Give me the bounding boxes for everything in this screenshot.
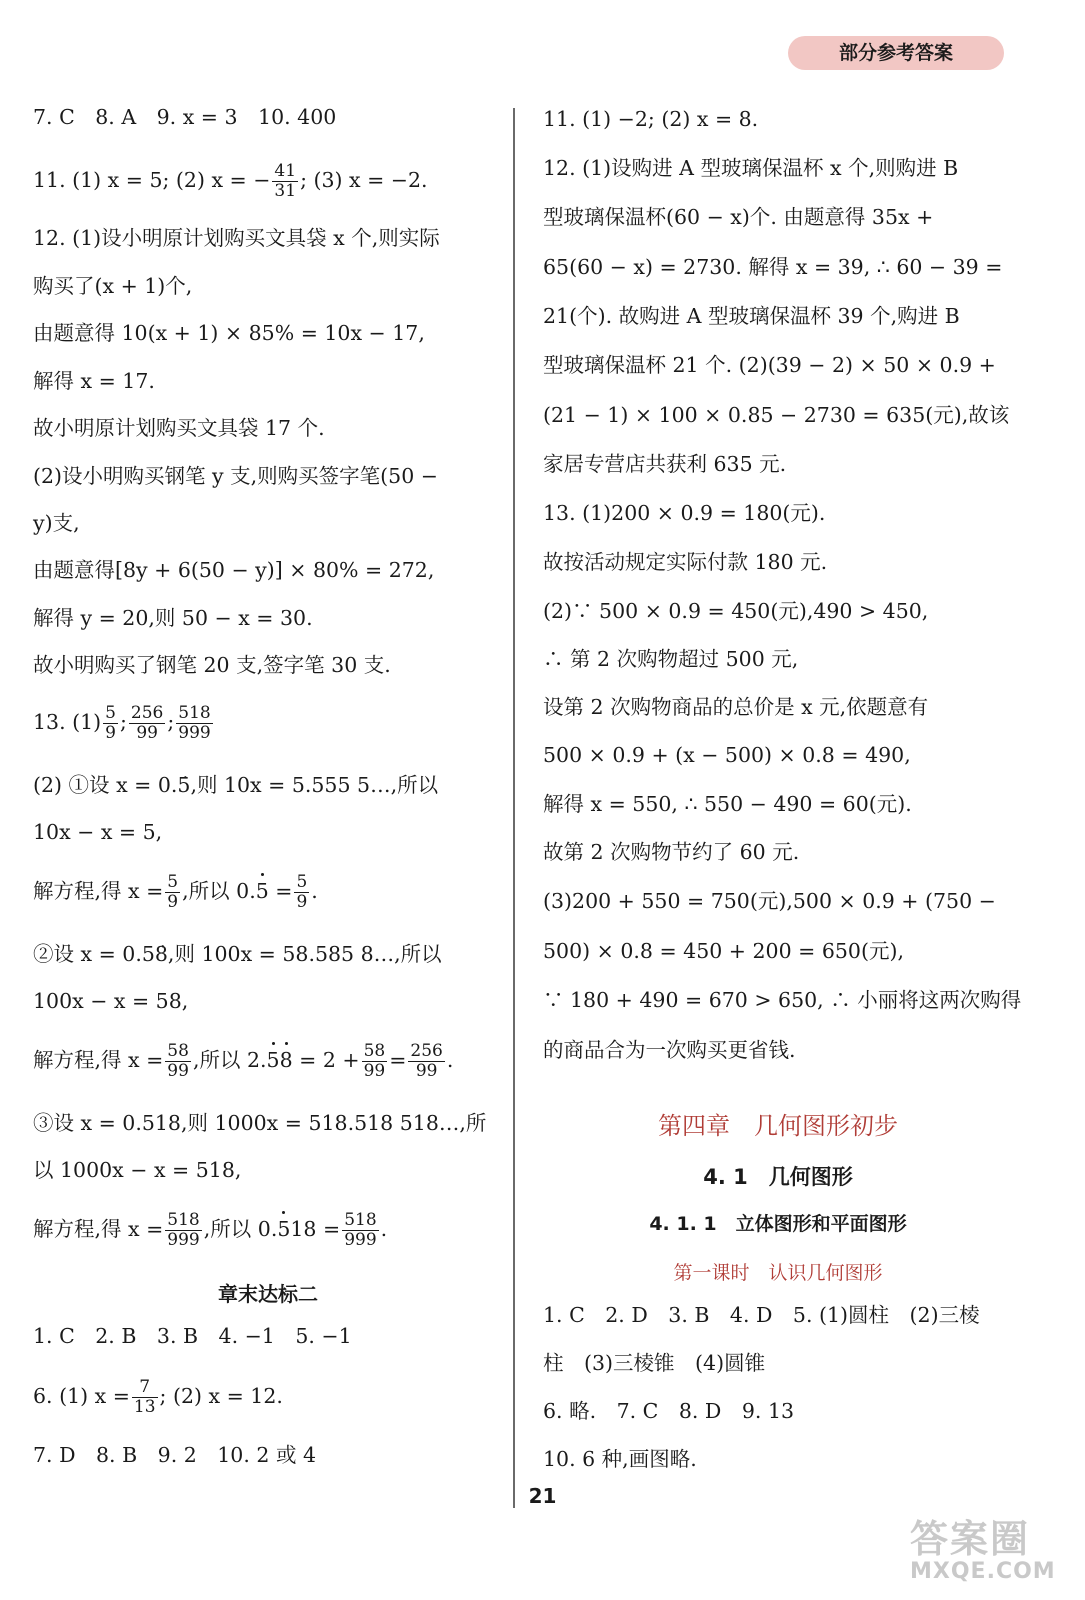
fraction: $\frac{5}{9}$	[296, 872, 308, 912]
column-divider	[513, 108, 515, 1508]
answer-line: 解得 x = 550, ∴ 550 − 490 = 60(元).	[543, 792, 912, 816]
answer-line: (2) ①设 x = 0.5̇,则 10x = 5.555 5…,所以	[33, 773, 439, 797]
fraction: $\frac{5}{9}$	[167, 872, 179, 912]
answer-line: 解方程,得 x = $\frac{5}{9}$ ,所以 0.5 = $\frac{5}{9}$ .	[33, 872, 318, 912]
answer-line: 故按活动规定实际付款 180 元.	[543, 550, 828, 574]
section-badge: 部分参考答案	[788, 36, 1004, 70]
answer-line: 6. (1) x = $\frac{7}{13}$ ; (2) x = 12.	[33, 1377, 283, 1417]
answer-line: ∵ 180 + 490 = 670 > 650, ∴ 小丽将这两次购得	[543, 988, 1022, 1012]
answer-line: 7. C 8. A 9. x = 3 10. 400	[33, 105, 337, 129]
answer-line: ③设 x = 0.518,则 1000x = 518.518 518…,所	[33, 1111, 487, 1135]
section-heading: 章末达标二	[218, 1282, 318, 1306]
answer-line: 12. (1)设小明原计划购买文具袋 x 个,则实际	[33, 226, 440, 250]
answer-line: 7. D 8. B 9. 2 10. 2 或 4	[33, 1443, 317, 1467]
answer-line: 500) × 0.8 = 450 + 200 = 650(元),	[543, 939, 904, 963]
fraction: $\frac{518}{999}$	[178, 703, 211, 743]
fraction: $\frac{256}{99}$	[410, 1041, 443, 1081]
answer-line: 故第 2 次购物节约了 60 元.	[543, 840, 800, 864]
answer-line: 11. (1) −2; (2) x = 8.	[543, 107, 759, 131]
answer-line: 家居专营店共获利 635 元.	[543, 452, 787, 476]
answer-line: 解方程,得 x = $\frac{58}{99}$ ,所以 2.58 = 2 + $\frac{58}{99}$ = $\frac{256}{99}$ .	[33, 1041, 454, 1081]
answer-line: (3)200 + 550 = 750(元),500 × 0.9 + (750 −	[543, 889, 996, 913]
answer-line: 13. (1) $\frac{5}{9}$ ; $\frac{256}{99}$ ; $\frac{518}{999}$	[33, 703, 211, 743]
fraction: $\frac{58}{99}$	[363, 1041, 386, 1081]
answer-line: 65(60 − x) = 2730. 解得 x = 39, ∴ 60 − 39 =	[543, 255, 1003, 279]
answer-line: y)支,	[33, 511, 80, 535]
answer-line: 型玻璃保温杯 21 个. (2)(39 − 2) × 50 × 0.9 +	[543, 353, 996, 377]
answer-line: 500 × 0.9 + (x − 500) × 0.8 = 490,	[543, 743, 911, 767]
fraction: $\frac{5}{9}$	[105, 703, 116, 743]
answer-line: (2)设小明购买钢笔 y 支,则购买签字笔(50 −	[33, 464, 438, 488]
answer-line: 1. C 2. D 3. B 4. D 5. (1)圆柱 (2)三棱	[543, 1303, 980, 1327]
answer-line: ②设 x = 0.58̇,则 100x = 58.585 8…,所以	[33, 942, 442, 966]
lesson-title: 第一课时 认识几何图形	[673, 1262, 883, 1284]
answer-line: 由题意得[8y + 6(50 − y)] × 80% = 272,	[33, 558, 435, 582]
answer-line: 6. 略. 7. C 8. D 9. 13	[543, 1399, 795, 1423]
fraction: $\frac{41}{31}$	[274, 161, 297, 201]
answer-line: 以 1000x − x = 518,	[33, 1158, 242, 1182]
answer-line: 12. (1)设购进 A 型玻璃保温杯 x 个,则购进 B	[543, 156, 959, 180]
page-number: 21	[528, 1484, 557, 1508]
answer-line: 柱 (3)三棱锥 (4)圆锥	[543, 1351, 766, 1375]
answer-line: 100x − x = 58,	[33, 989, 189, 1013]
watermark-logo: 答案圈 MXQE.COM	[910, 1517, 1056, 1584]
subsection-title: 4. 1. 1 立体图形和平面图形	[649, 1213, 907, 1235]
chapter-title: 第四章 几何图形初步	[658, 1112, 898, 1140]
answer-line: 设第 2 次购物商品的总价是 x 元,依题意有	[543, 695, 929, 719]
answer-line: 11. (1) x = 5; (2) x = − $\frac{41}{31}$ ; (3) x = −2.	[33, 161, 428, 201]
fraction: $\frac{7}{13}$	[133, 1377, 156, 1417]
answer-line: 解得 x = 17.	[33, 369, 155, 393]
answer-line: 由题意得 10(x + 1) × 85% = 10x − 17,	[33, 321, 425, 345]
answer-line: 解方程,得 x = $\frac{518}{999}$ ,所以 0.518 = $\frac{518}{999}$ .	[33, 1210, 388, 1250]
fraction: $\frac{256}{99}$	[130, 703, 164, 743]
section-title: 4. 1 几何图形	[703, 1165, 853, 1189]
answer-line: 的商品合为一次购买更省钱.	[543, 1038, 796, 1062]
answer-line: 13. (1)200 × 0.9 = 180(元).	[543, 501, 826, 525]
answer-line: 故小明原计划购买文具袋 17 个.	[33, 416, 325, 440]
answer-line: 购买了(x + 1)个,	[33, 274, 193, 298]
fraction: $\frac{58}{99}$	[167, 1041, 189, 1081]
answer-line: 型玻璃保温杯(60 − x)个. 由题意得 35x +	[543, 205, 934, 229]
answer-line: 10x − x = 5,	[33, 820, 163, 844]
answer-line: 1. C 2. B 3. B 4. −1 5. −1	[33, 1324, 352, 1348]
answer-line: 21(个). 故购进 A 型玻璃保温杯 39 个,购进 B	[543, 304, 960, 328]
fraction: $\frac{518}{999}$	[344, 1210, 377, 1250]
fraction: $\frac{518}{999}$	[167, 1210, 200, 1250]
answer-line: ∴ 第 2 次购物超过 500 元,	[543, 647, 799, 671]
answer-line: 故小明购买了钢笔 20 支,签字笔 30 支.	[33, 653, 391, 677]
answer-line: 10. 6 种,画图略.	[543, 1447, 697, 1471]
answer-line: (21 − 1) × 100 × 0.85 − 2730 = 635(元),故该	[543, 403, 1010, 427]
answer-line: (2)∵ 500 × 0.9 = 450(元),490 > 450,	[543, 599, 929, 623]
answer-line: 解得 y = 20,则 50 − x = 30.	[33, 606, 313, 630]
